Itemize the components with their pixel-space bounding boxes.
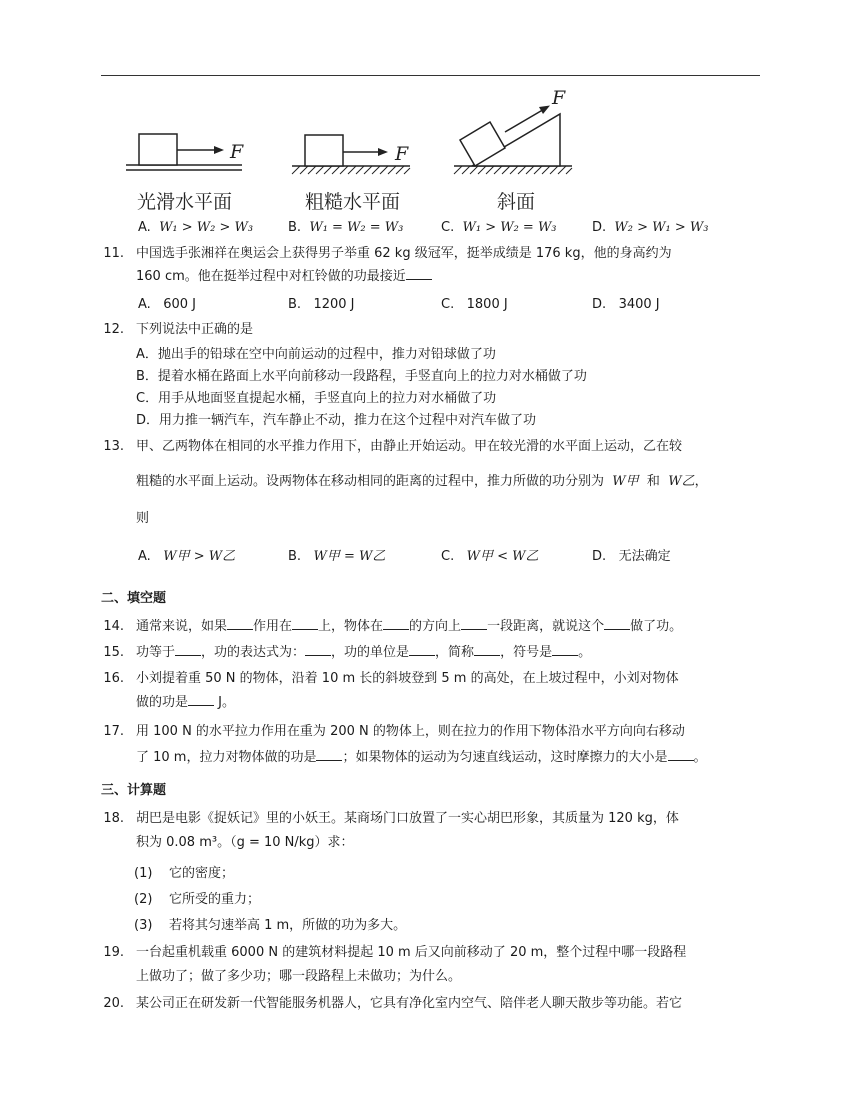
answer-blank[interactable] xyxy=(461,616,487,630)
q12-option-c: C．用手从地面竖直提起水桶，手竖直向上的拉力对水桶做了功 xyxy=(136,391,497,406)
incline-figure xyxy=(454,106,572,175)
q11-option-b: B. 1200 J xyxy=(288,297,355,312)
answer-blank[interactable] xyxy=(305,642,331,656)
smooth-surface-figure xyxy=(126,134,242,170)
answer-blank[interactable] xyxy=(409,642,435,656)
q11-option-d: D. 3400 J xyxy=(592,297,660,312)
answer-blank[interactable] xyxy=(406,266,432,280)
q13-option-b: B. W甲 = W乙 xyxy=(288,549,386,564)
q11-option-a: A. 600 J xyxy=(138,297,196,312)
svg-text:F: F xyxy=(395,143,409,165)
q13-option-a: A. W甲 > W乙 xyxy=(138,549,236,564)
q12-option-a: A．抛出手的铅球在空中向前运动的过程中，推力对铅球做了功 xyxy=(136,347,496,362)
answer-blank[interactable] xyxy=(552,642,578,656)
q13-option-d: D. 无法确定 xyxy=(592,549,671,564)
q12-option-b: B．提着水桶在路面上水平向前移动一段路程，手竖直向上的拉力对水桶做了功 xyxy=(136,369,587,384)
q10-option-a: A. W₁ > W₂ > W₃ xyxy=(138,220,254,235)
answer-blank[interactable] xyxy=(668,747,694,761)
answer-blank[interactable] xyxy=(604,616,630,630)
answer-blank[interactable] xyxy=(474,642,500,656)
answer-blank[interactable] xyxy=(316,747,342,761)
q10-option-b: B. W₁ = W₂ = W₃ xyxy=(288,220,404,235)
answer-blank[interactable] xyxy=(292,616,318,630)
q12-option-d: D．用力推一辆汽车，汽车静止不动，推力在这个过程中对汽车做了功 xyxy=(136,413,537,428)
svg-text:F: F xyxy=(230,141,244,163)
section-heading-calculation: 三、计算题 xyxy=(101,783,167,798)
rough-surface-figure xyxy=(292,135,410,174)
q13-option-c: C. W甲 < W乙 xyxy=(441,549,539,564)
section-heading-fill-in: 二、填空题 xyxy=(101,591,167,606)
q18-sub-2: (2) 它所受的重力； xyxy=(134,892,260,907)
answer-blank[interactable] xyxy=(175,642,201,656)
header-rule xyxy=(101,75,760,76)
q18-sub-1: (1) 它的密度； xyxy=(134,866,234,881)
answer-blank[interactable] xyxy=(227,616,253,630)
q10-option-d: D. W₂ > W₁ > W₃ xyxy=(592,220,709,235)
answer-blank[interactable] xyxy=(383,616,409,630)
answer-blank[interactable] xyxy=(188,692,214,706)
figure-label-smooth: 光滑水平面 xyxy=(137,191,233,213)
svg-text:F: F xyxy=(552,88,566,109)
q11-option-c: C. 1800 J xyxy=(441,297,508,312)
q18-sub-3: (3) 若将其匀速举高 1 m，所做的功为多大。 xyxy=(134,918,407,933)
q10-option-c: C. W₁ > W₂ = W₃ xyxy=(441,220,557,235)
figure-label-incline: 斜面 xyxy=(497,191,536,213)
figure-label-rough: 粗糙水平面 xyxy=(305,191,401,213)
